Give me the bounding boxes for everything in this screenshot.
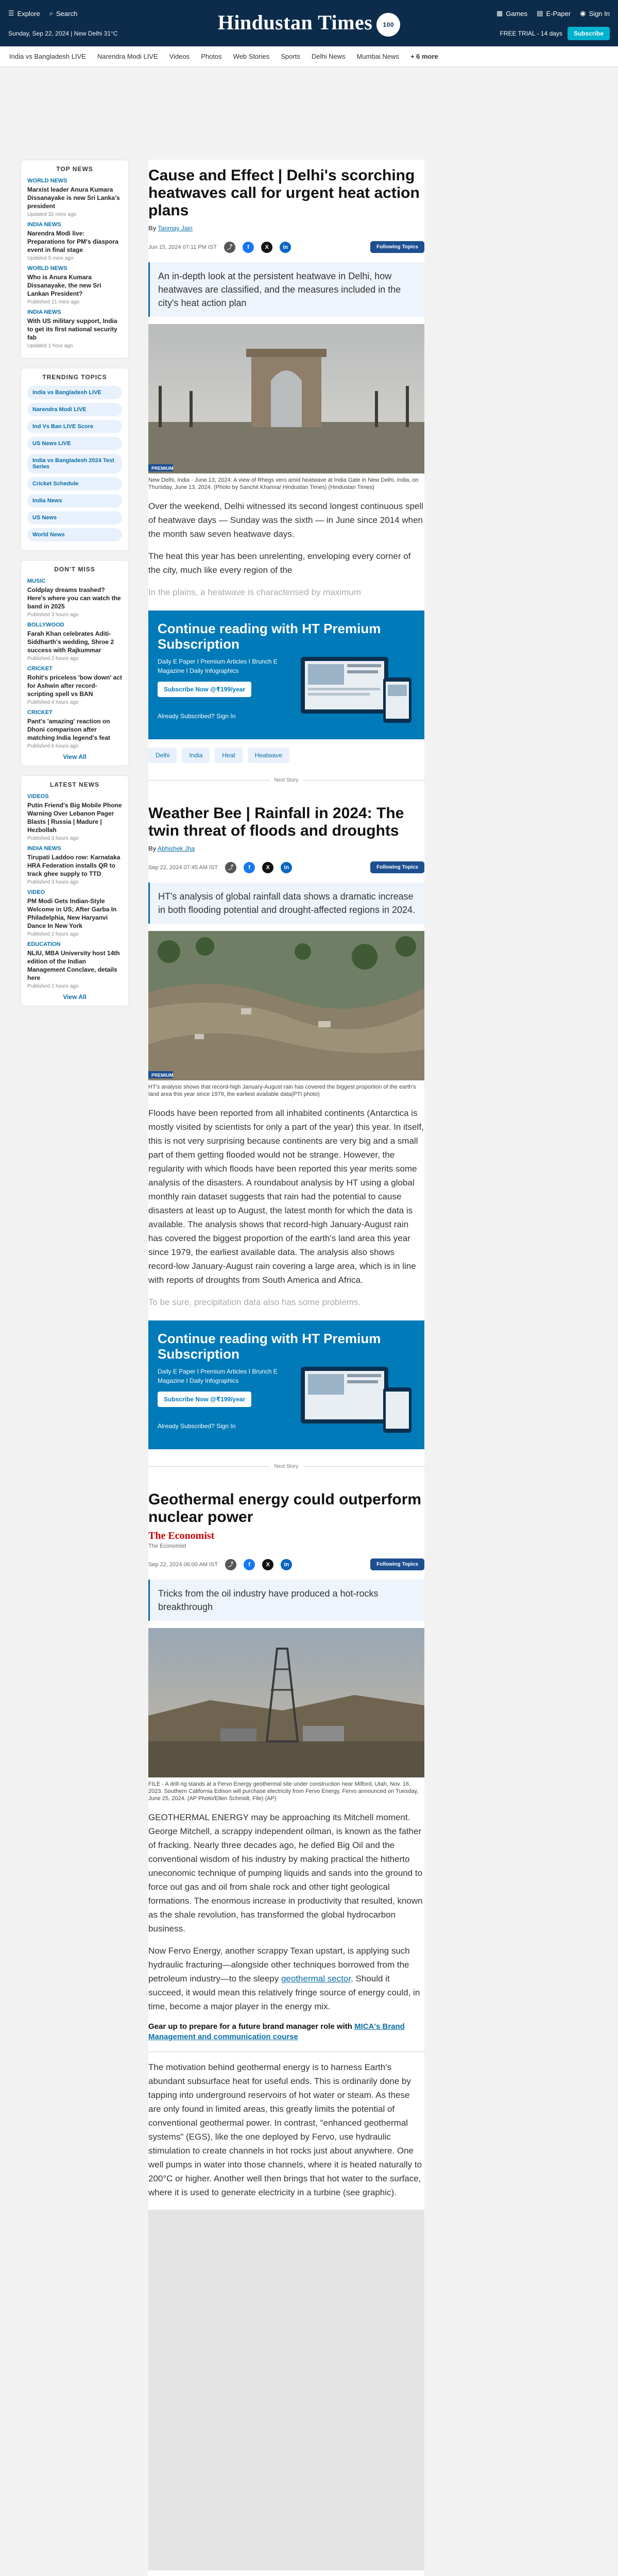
dont-miss-heading: DON'T MISS bbox=[54, 566, 95, 573]
premium-promo bbox=[148, 1320, 424, 1449]
linkedin-icon[interactable]: in bbox=[281, 1559, 292, 1570]
article-meta bbox=[148, 241, 424, 253]
list-item[interactable]: VIDEOS Putin Friend's Big Mobile Phone Warning Over Lebanon Pager Blasts | Russia | Madure | Hezbollah Published 3 hours ago bbox=[27, 793, 122, 841]
list-item[interactable]: EDUCATION NLIU, MBA University host 14th edition of the Indian Management Conclave, details here Published 2 hours ago bbox=[27, 941, 120, 989]
promo-subscribe-button[interactable]: Subscribe Now @₹199/year bbox=[158, 1392, 251, 1407]
latest-news-heading: LATEST NEWS bbox=[49, 781, 100, 788]
article-geothermal bbox=[148, 1484, 424, 2576]
list-item[interactable]: CRICKET Pant's 'amazing' reaction on Dhoni comparison after matching India legend's feat Published 6 hours ago bbox=[27, 709, 110, 749]
article-title: Cause and Effect | Delhi's scorching heatwaves call for urgent heat action plans bbox=[148, 167, 420, 219]
article-paragraph: GEOTHERMAL ENERGY may be approaching its Mitchell moment. George Mitchell, a scrappy independent oilman, is known as the father of fracking. Nearly three decades ago, he defied Big Oil and the conventional wisdom of his industry by making practical the hitherto uneconomic technique of pumping liquids and sands into the ground to force out gas and oil from shale rock and other tight geological formations. The enormous increase in productivity that resulted, known as the shale revolution, has transformed the global hydrocarbon business. bbox=[148, 1812, 423, 1934]
article-title: Geothermal energy could outperform nuclear power bbox=[148, 1491, 422, 1526]
premium-promo bbox=[148, 611, 424, 739]
nav-more[interactable]: + 6 more bbox=[410, 53, 438, 60]
article-photo[interactable] bbox=[148, 1628, 424, 1777]
article-meta bbox=[148, 1558, 424, 1570]
trending-topic[interactable]: US News LIVE bbox=[27, 437, 122, 450]
trending-topic[interactable]: India vs Bangladesh 2024 Test Series bbox=[27, 454, 122, 473]
nav-item[interactable]: Narendra Modi LIVE bbox=[97, 53, 158, 60]
promo-title: Continue reading with HT Premium Subscription bbox=[158, 621, 381, 652]
x-icon[interactable]: X bbox=[262, 1559, 273, 1570]
list-item[interactable]: INDIA NEWS With US military support, India to get its first national security fab Updated 1 hour ago bbox=[27, 309, 117, 349]
trending-topic[interactable]: India vs Bangladesh LIVE bbox=[27, 386, 122, 399]
promo-sign-in-link[interactable]: Already Subscribed? Sign In bbox=[158, 1422, 236, 1430]
follow-button[interactable]: Following Topics bbox=[370, 861, 424, 873]
trending-heading: TRENDING TOPICS bbox=[42, 374, 107, 381]
list-item[interactable]: INDIA NEWS Tirupati Laddoo row: Karnataka HRA Federation installs QR to track ghee supply to TTD Published 3 hours ago bbox=[27, 845, 121, 885]
games-link[interactable]: ▦ Games bbox=[496, 9, 528, 18]
course-link[interactable]: MICA's Brand Management and communication course bbox=[148, 2022, 405, 2041]
follow-button[interactable]: Following Topics bbox=[370, 241, 424, 253]
source-name: The Economist bbox=[148, 1543, 186, 1549]
facebook-icon[interactable]: f bbox=[244, 1559, 255, 1570]
byline: By Tanmay Jain bbox=[148, 225, 193, 232]
article-meta bbox=[148, 861, 424, 873]
tag-chip[interactable]: India bbox=[182, 748, 210, 763]
byline: By Abhishek Jha bbox=[148, 845, 195, 852]
article-summary: HT's analysis of global rainfall data shows a dramatic increase in both flooding potential and drought-affected regions in 2024. bbox=[148, 883, 424, 924]
course-promo-text: Gear up to prepare for a future brand manager role with MICA's Brand Management and communication course bbox=[148, 2022, 405, 2041]
dont-miss-box bbox=[21, 560, 129, 766]
nav-item[interactable]: India vs Bangladesh LIVE bbox=[9, 53, 86, 60]
x-icon[interactable]: X bbox=[261, 242, 272, 253]
article-paragraph: The heat this year has been unrelenting, enveloping every corner of the city, much like every region of the bbox=[148, 551, 411, 575]
next-story-divider: Next Story bbox=[148, 777, 424, 783]
promo-sign-in-link[interactable]: Already Subscribed? Sign In bbox=[158, 713, 236, 720]
list-item[interactable]: WORLD NEWS Who is Anura Kumara Dissanayake, the new Sri Lankan President? Published 21 mins ago bbox=[27, 265, 101, 305]
view-all-link[interactable]: View All bbox=[63, 753, 87, 760]
photo-caption: HT's analysis shows that record-high January-August rain has covered the biggest proportion of the earth's land area this year since 1979, the earliest available data(PTI photo) bbox=[148, 1084, 416, 1097]
explore-menu[interactable]: ☰ Explore bbox=[8, 9, 40, 18]
article-paragraph: Now Fervo Energy, another scrappy Texan upstart, is applying such hydraulic fracturing—alongside other techniques borrowed from the petroleum industry—to the sleepy geothermal sector. Should it succeed, it would mean this relatively fringe source of energy could, in time, become a major player in the energy mix. bbox=[148, 1946, 420, 2011]
premium-tag: PREMIUM bbox=[151, 466, 174, 471]
nav-item[interactable]: Sports bbox=[281, 53, 300, 60]
share-icon[interactable]: ⤴ bbox=[224, 242, 235, 253]
flood-aerial-image bbox=[148, 931, 424, 1080]
user-icon: ◉ bbox=[580, 9, 586, 17]
publish-date: Sep 22, 2024 07:45 AM IST bbox=[148, 864, 218, 871]
trending-box bbox=[21, 368, 129, 551]
list-item[interactable]: VIDEO PM Modi Gets Indian-Style Welcome in US; After Garba In Philadelphia, New Haryanvi Dance In New York Published 2 hours ago bbox=[27, 889, 117, 937]
latest-news-box bbox=[21, 775, 129, 1006]
photo-caption: FILE - A drill rig stands at a Fervo Energy geothermal site under construction near Milford, Utah, Nov. 16, 2023. Southern California Edison will purchase electricity from Fervo Energy, Fervo announced on Tuesday, June 25, 2024. (AP Photo/Ellen Schmidt, File) (AP) bbox=[148, 1781, 419, 1802]
article-photo[interactable] bbox=[148, 324, 424, 473]
list-item[interactable]: WORLD NEWS Marxist leader Anura Kumara Dissanayake is new Sri Lanka's president Updated 32 mins ago bbox=[27, 178, 120, 217]
list-item[interactable]: INDIA NEWS Narendra Modi live: Preparations for PM's diaspora event in final stage Updated 5 mins ago bbox=[27, 222, 118, 261]
left-sidebar bbox=[21, 160, 129, 1015]
date-weather: Sunday, Sep 22, 2024 | New Delhi 31°C bbox=[8, 30, 118, 37]
trending-topic[interactable]: US News bbox=[27, 511, 122, 524]
trending-topic[interactable]: Ind Vs Ban LIVE Score bbox=[27, 420, 122, 433]
list-item[interactable]: CRICKET Rohit's priceless 'bow down' act for Ashwin after record-scripting spell vs BAN Published 4 hours ago bbox=[27, 666, 122, 705]
subscribe-button[interactable]: Subscribe bbox=[568, 27, 610, 40]
promo-subscribe-button[interactable]: Subscribe Now @₹199/year bbox=[158, 682, 251, 697]
article-paragraph-faded: To be sure, precipitation data also has some problems. bbox=[148, 1297, 361, 1307]
article-summary: An in-depth look at the persistent heatwave in Delhi, how heatwaves are classified, and the measures included in the city's heat action plan bbox=[148, 262, 424, 317]
author-link[interactable]: Tanmay Jain bbox=[158, 225, 193, 232]
devices-illustration bbox=[296, 1367, 414, 1434]
publish-date: Sep 22, 2024 06:00 AM IST bbox=[148, 1561, 218, 1568]
epaper-icon: ▤ bbox=[537, 9, 543, 17]
tag-chip[interactable]: Heatwave bbox=[248, 748, 289, 763]
hamburger-icon: ☰ bbox=[8, 9, 14, 17]
centenary-badge: 100 bbox=[376, 13, 400, 37]
epaper-link[interactable]: ▤ E-Paper bbox=[537, 9, 571, 18]
follow-button[interactable]: Following Topics bbox=[370, 1558, 424, 1570]
tag-chip[interactable]: Delhi bbox=[148, 748, 177, 763]
nav-item[interactable]: Videos bbox=[169, 53, 190, 60]
trending-topic[interactable]: World News bbox=[27, 528, 122, 541]
x-icon[interactable]: X bbox=[262, 862, 273, 873]
linkedin-icon[interactable]: in bbox=[280, 242, 291, 253]
drill-rig-image bbox=[148, 1628, 424, 1777]
trending-topic[interactable]: Cricket Schedule bbox=[27, 477, 122, 490]
top-news-box bbox=[21, 160, 129, 359]
article-title: Weather Bee | Rainfall in 2024: The twin threat of floods and droughts bbox=[148, 805, 404, 839]
nav-item[interactable]: Web Stories bbox=[233, 53, 270, 60]
article-rainfall bbox=[148, 798, 424, 1484]
top-news-heading: TOP NEWS bbox=[56, 165, 93, 173]
publish-date: Jun 15, 2024 07:11 PM IST bbox=[148, 244, 217, 250]
trending-topic[interactable]: Narendra Modi LIVE bbox=[27, 403, 122, 416]
devices-illustration bbox=[296, 657, 414, 724]
trending-topic[interactable]: India News bbox=[27, 494, 122, 507]
ad-placeholder bbox=[148, 2210, 424, 2570]
share-icon[interactable]: ⤴ bbox=[225, 862, 236, 873]
linkedin-icon[interactable]: in bbox=[281, 862, 292, 873]
author-link[interactable]: Abhishek Jha bbox=[158, 845, 195, 852]
article-tags bbox=[148, 748, 424, 763]
promo-desc: Daily E Paper I Premium Articles I Brunch E Magazine I Daily Infographics bbox=[158, 658, 278, 674]
article-paragraph: The motivation behind geothermal energy is to harness Earth's abundant subsurface heat for useful ends. This is ordinarily done by tapping into underground reservoirs of hot water or steam. As these are only found in limited areas, this greatly limits the potential of conventional geothermal power. In contrast, "enhanced geothermal systems" (EGS), like the one deployed by Fervo, use hydraulic stimulation to create channels in hot rocks just about anywhere. One well pumps in water into those channels, where it is heated naturally to 200°C or higher. Another well then brings that hot water to the surface, where it is used to generate electricity in a turbine (see graphic). bbox=[148, 2062, 422, 2197]
india-gate-image bbox=[148, 324, 424, 473]
section-nav bbox=[0, 46, 618, 67]
list-item[interactable]: BOLLYWOOD Farah Khan celebrates Aditi-Siddharth's wedding, Shroe 2 success with Rajkummar Published 2 hours ago bbox=[27, 622, 114, 662]
article-heatwave bbox=[148, 160, 424, 798]
article-paragraph: Floods have been reported from all inhabited continents (Antarctica is mostly visited by scientists for only a part of the year) this year. In itself, this is not very surprising because continents are very big and a small part of them getting flooded would not be strange. However, the regularity with which floods have been reported this year merits some analysis of the disasters. A roundabout analysis by HT using a global monthly rain dataset suggests that rain had the potential to cause disasters at least up to August, the latest month for which the data is available. The analysis shows that record-high January-August rain has covered the biggest proportion of the earth's land area this year since 1979, the earliest available data. The analysis also shows record-low January-August rain covering a large area, which is in line with reports of droughts from South America and Africa. bbox=[148, 1108, 424, 1285]
site-logo[interactable]: Hindustan Times 100 bbox=[216, 10, 402, 37]
inline-link[interactable]: geothermal sector bbox=[281, 1974, 351, 1984]
search-icon: ⌕ bbox=[49, 9, 54, 17]
article-photo[interactable] bbox=[148, 931, 424, 1080]
premium-tag: PREMIUM bbox=[151, 1073, 174, 1078]
free-trial-label: FREE TRIAL - 14 days bbox=[500, 30, 562, 37]
share-icon[interactable]: ⤴ bbox=[225, 1559, 236, 1570]
next-story-divider: Next Story bbox=[148, 1464, 424, 1469]
article-summary: Tricks from the oil industry have produced a hot-rocks breakthrough bbox=[148, 1580, 424, 1621]
article-paragraph-faded: In the plains, a heatwave is characterised by maximum bbox=[148, 587, 361, 597]
games-icon: ▦ bbox=[496, 9, 503, 17]
view-all-link[interactable]: View All bbox=[63, 993, 87, 1001]
facebook-icon[interactable]: f bbox=[243, 242, 254, 253]
nav-item[interactable]: Delhi News bbox=[311, 53, 346, 60]
tag-chip[interactable]: Heat bbox=[215, 748, 242, 763]
sign-in-link[interactable]: ◉ Sign In bbox=[580, 9, 610, 18]
main-content bbox=[148, 160, 424, 2576]
site-header bbox=[0, 0, 618, 46]
nav-item[interactable]: Mumbai News bbox=[356, 53, 399, 60]
source-logo: The Economist bbox=[148, 1530, 215, 1541]
article-paragraph: Over the weekend, Delhi witnessed its second longest continuous spell of heatwave days — Sunday was the sixth — in June since 2014 when the month saw seven heatwave days. bbox=[148, 501, 423, 539]
right-ad-column bbox=[438, 160, 592, 469]
list-item[interactable]: MUSIC Coldplay dreams trashed? Here's where you can watch the band in 2025 Published 3 hours ago bbox=[27, 578, 121, 618]
search-button[interactable]: ⌕ Search bbox=[49, 9, 78, 18]
nav-item[interactable]: Photos bbox=[201, 53, 222, 60]
photo-caption: New Delhi, India - June 13, 2024: A view of Rhegs vero amid heatwave at India Gate in New Delhi, India, on Thursday, June 13, 2024. (Photo by Sanchit Khanna/ Hindustan Times) (Hindustan Times) bbox=[148, 477, 419, 490]
promo-desc: Daily E Paper I Premium Articles I Brunch E Magazine I Daily Infographics bbox=[158, 1368, 278, 1384]
facebook-icon[interactable]: f bbox=[244, 862, 255, 873]
promo-title: Continue reading with HT Premium Subscription bbox=[158, 1331, 381, 1362]
